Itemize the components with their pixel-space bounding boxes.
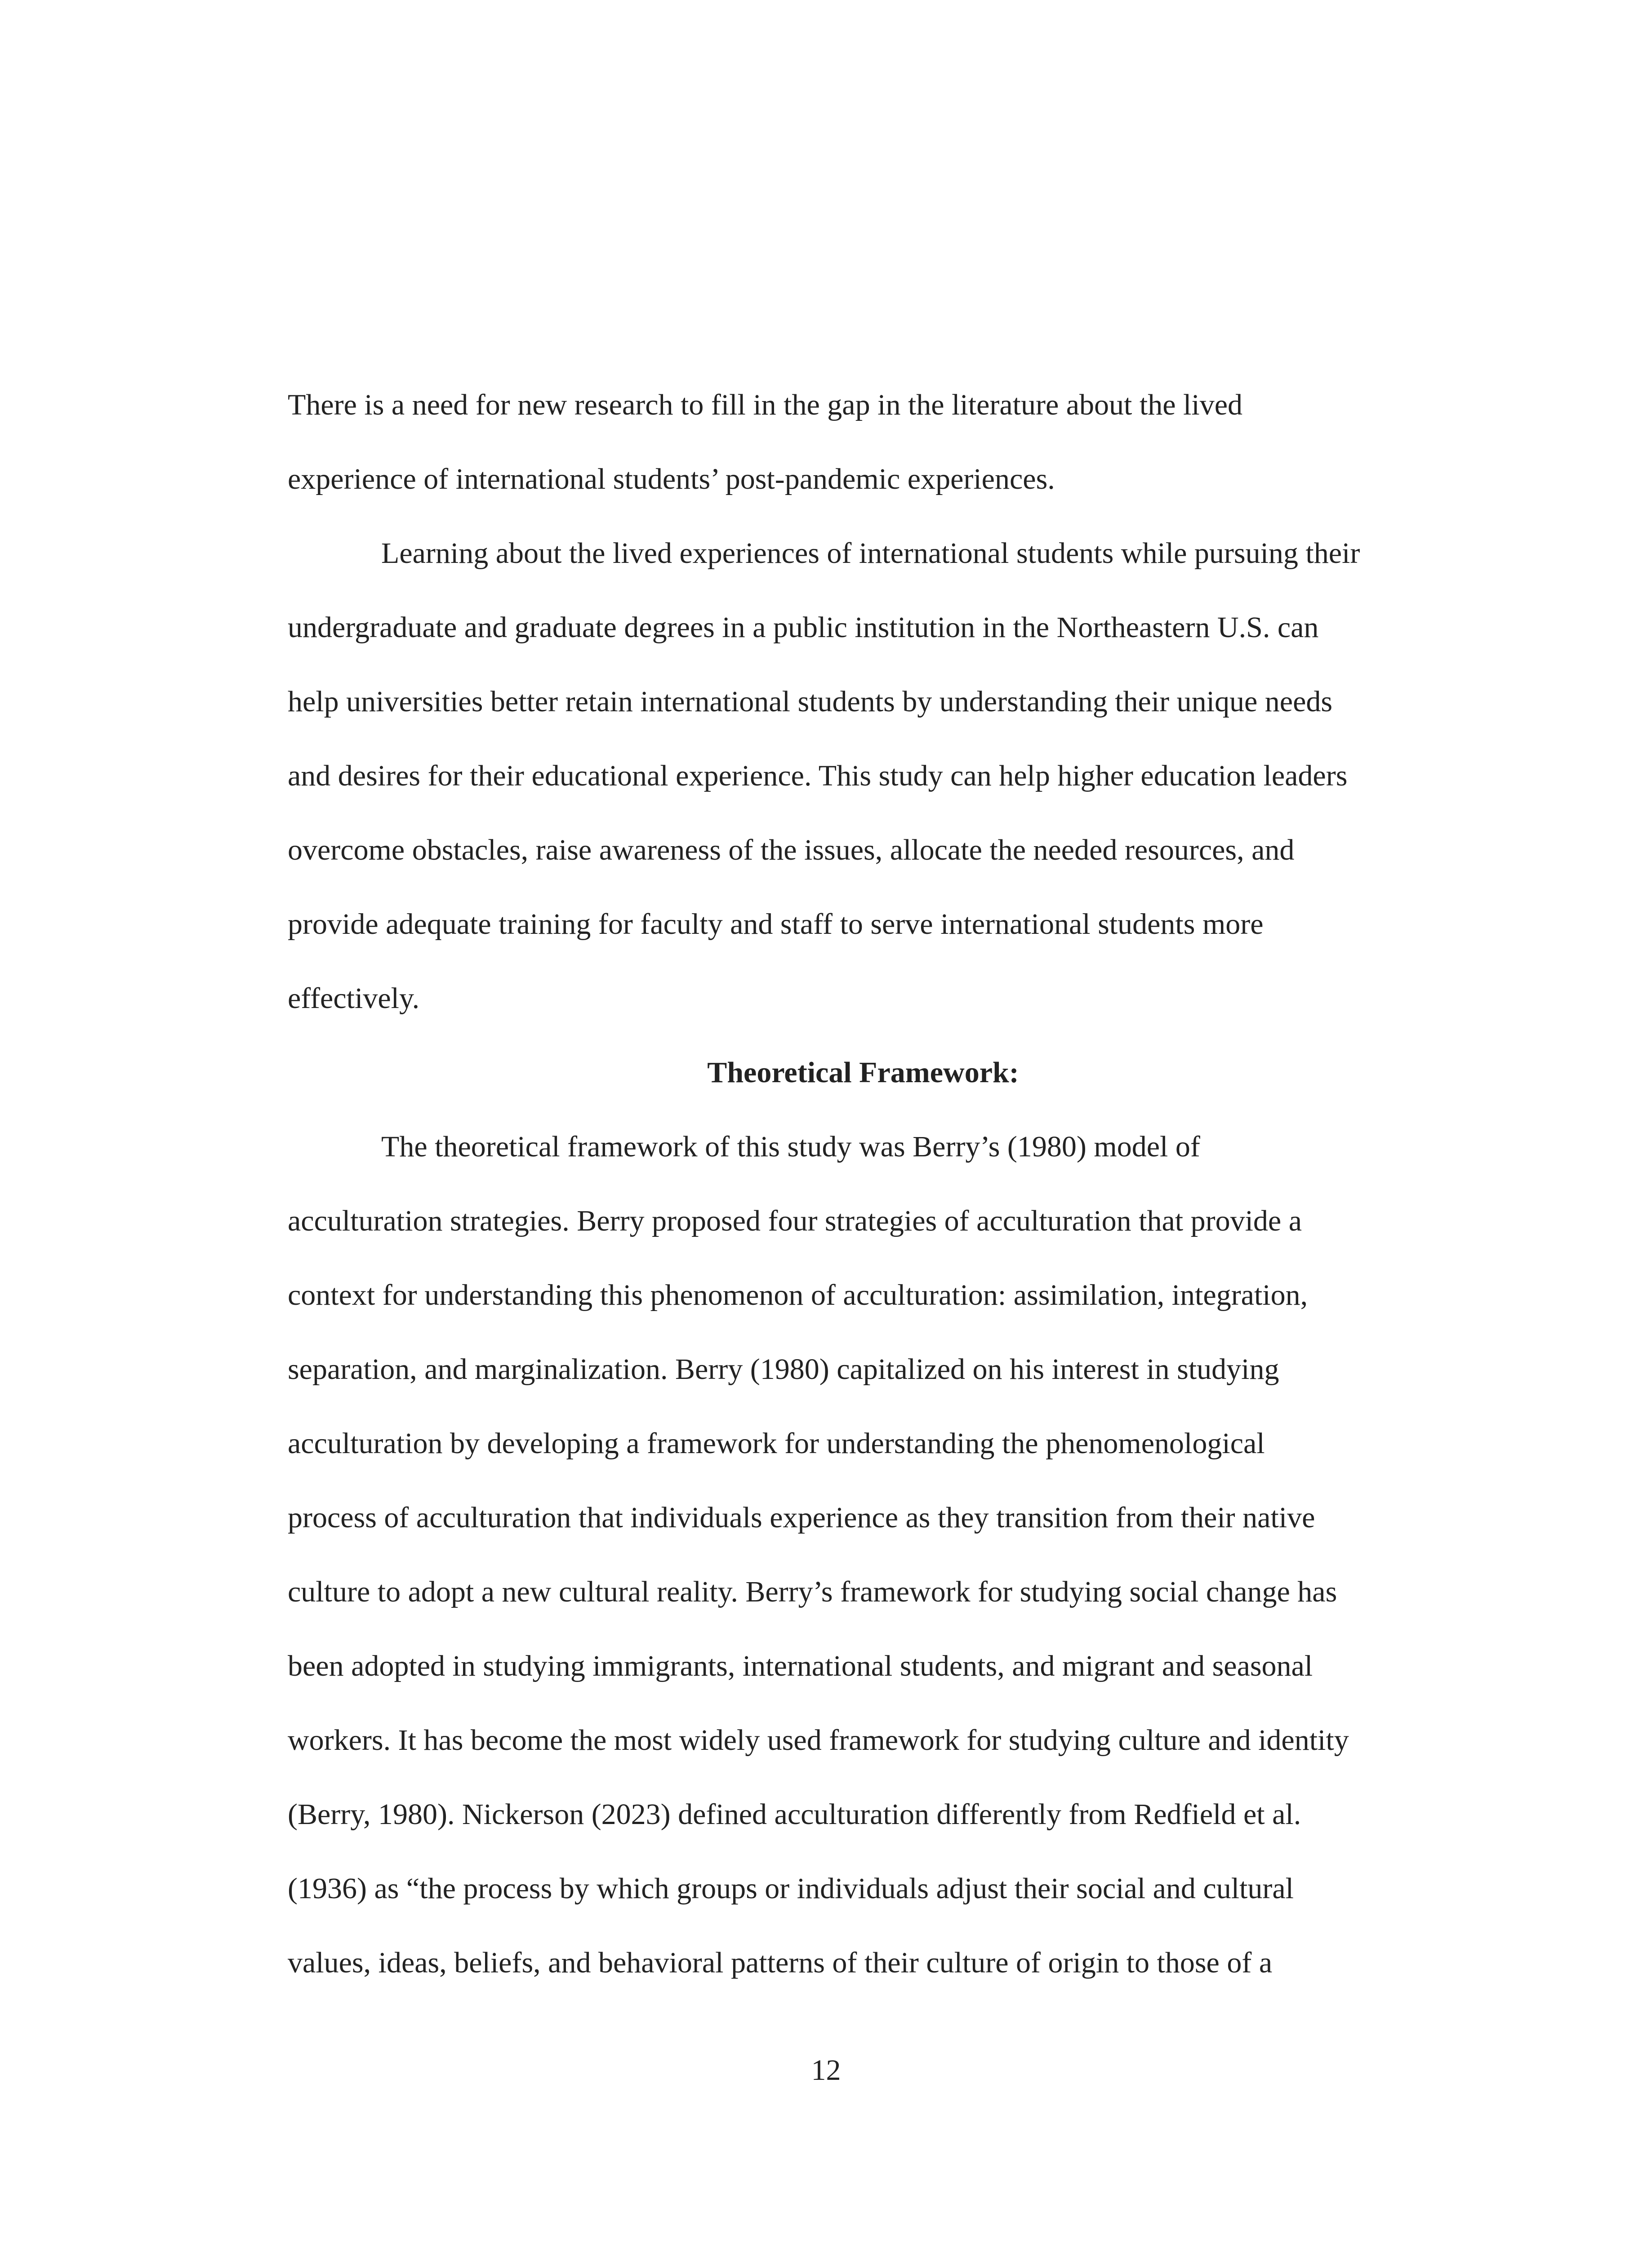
text-line: separation, and marginalization. Berry (1980) capitalized on his interest in studying — [288, 1353, 1279, 1386]
text-line: acculturation by developing a framework for understanding the phenomenological — [288, 1427, 1265, 1460]
text-line: provide adequate training for faculty and staff to serve international students more — [288, 908, 1264, 941]
text-line: acculturation strategies. Berry proposed four strategies of acculturation that provide a — [288, 1204, 1302, 1237]
text-line: workers. It has become the most widely used framework for studying culture and identity — [288, 1724, 1349, 1757]
text-line: (Berry, 1980). Nickerson (2023) defined acculturation differently from Redfield et al. — [288, 1798, 1301, 1831]
body-text — [288, 368, 1438, 2000]
text-line: experience of international students’ post-pandemic experiences. — [288, 463, 1055, 495]
text-line: values, ideas, beliefs, and behavioral patterns of their culture of origin to those of a — [288, 1946, 1273, 1979]
paragraph-start-line: The theoretical framework of this study was Berry’s (1980) model of — [381, 1130, 1200, 1163]
text-line: context for understanding this phenomenon of acculturation: assimilation, integration, — [288, 1279, 1308, 1311]
text-line: and desires for their educational experience. This study can help higher education leaders — [288, 759, 1348, 792]
text-line: culture to adopt a new cultural reality. Berry’s framework for studying social change has — [288, 1575, 1337, 1608]
text-line: There is a need for new research to fill in the gap in the literature about the lived — [288, 388, 1242, 421]
text-line: effectively. — [288, 982, 420, 1015]
text-line: help universities better retain international students by understanding their unique needs — [288, 685, 1333, 718]
text-line: overcome obstacles, raise awareness of the issues, allocate the needed resources, and — [288, 834, 1295, 866]
text-line: process of acculturation that individuals experience as they transition from their native — [288, 1501, 1315, 1534]
text-line: (1936) as “the process by which groups or individuals adjust their social and cultural — [288, 1872, 1294, 1905]
section-heading: Theoretical Framework: — [707, 1056, 1019, 1089]
page-number: 12 — [811, 2054, 841, 2087]
paragraph-start-line: Learning about the lived experiences of international students while pursuing their — [381, 537, 1360, 570]
text-line: undergraduate and graduate degrees in a public institution in the Northeastern U.S. can — [288, 611, 1319, 644]
text-line: been adopted in studying immigrants, international students, and migrant and seasonal — [288, 1650, 1313, 1682]
